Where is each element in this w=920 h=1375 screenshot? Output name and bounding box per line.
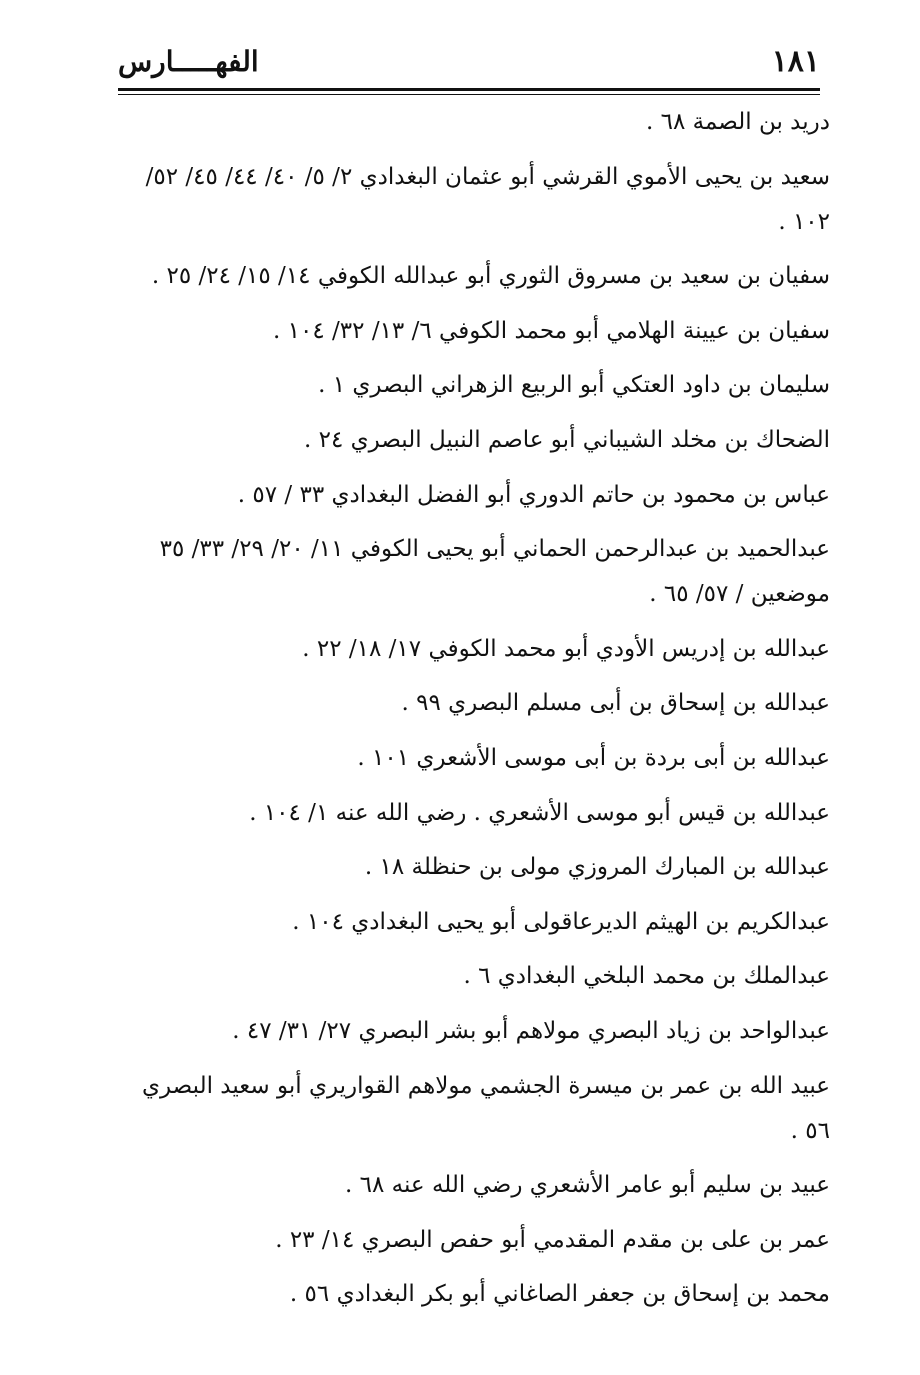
index-entries bbox=[118, 100, 830, 1327]
index-entry: سفيان بن عيينة الهلامي أبو محمد الكوفي ٦/ ١٣/ ٣٢/ ١٠٤ . bbox=[273, 317, 830, 344]
page-header bbox=[118, 40, 820, 86]
index-entry: عبيد الله بن عمر بن ميسرة الجشمي مولاهم القواريري أبو سعيد البصري ٥٦ . bbox=[141, 1072, 830, 1144]
index-entry: عمر بن على بن مقدم المقدمي أبو حفص البصري ١٤/ ٢٣ . bbox=[275, 1226, 830, 1253]
header-rule bbox=[118, 88, 820, 91]
index-entry: سليمان بن داود العتكي أبو الربيع الزهراني البصري ١ . bbox=[318, 372, 830, 399]
index-entry: الضحاك بن مخلد الشيباني أبو عاصم النبيل البصري ٢٤ . bbox=[304, 426, 830, 453]
index-entry: عبيد بن سليم أبو عامر الأشعري رضي الله عنه ٦٨ . bbox=[345, 1172, 830, 1199]
header-rule-thin bbox=[118, 94, 820, 95]
index-entry: عبدالله بن إسحاق بن أبى مسلم البصري ٩٩ . bbox=[401, 690, 830, 717]
index-entry: عبدالله بن أبى بردة بن أبى موسى الأشعري ١٠١ . bbox=[357, 744, 830, 771]
index-entry: سعيد بن يحيى الأموي القرشي أبو عثمان البغدادي ٢/ ٥/ ٤٠/ ٤٤/ ٤٥/ ٥٢/ ١٠٢ . bbox=[145, 163, 830, 235]
index-entry: عباس بن محمود بن حاتم الدوري أبو الفضل البغدادي ٣٣ / ٥٧ . bbox=[237, 481, 830, 508]
index-entry: عبدالواحد بن زياد البصري مولاهم أبو بشر البصري ٢٧/ ٣١/ ٤٧ . bbox=[232, 1017, 830, 1044]
index-entry: عبدالله بن المبارك المروزي مولى بن حنظلة ١٨ . bbox=[364, 854, 830, 881]
running-title: الفهـــــارس bbox=[118, 45, 259, 78]
index-entry: سفيان بن سعيد بن مسروق الثوري أبو عبدالله الكوفي ١٤/ ١٥/ ٢٤/ ٢٥ . bbox=[151, 263, 830, 290]
index-entry: عبدالملك بن محمد البلخي البغدادي ٦ . bbox=[463, 963, 830, 990]
index-entry: عبدالله بن إدريس الأودي أبو محمد الكوفي ١٧/ ١٨/ ٢٢ . bbox=[302, 635, 830, 662]
index-entry: عبدالحميد بن عبدالرحمن الحماني أبو يحيى الكوفي ١١/ ٢٠/ ٢٩/ ٣٣/ ٣٥ موضعين / ٥٧/ ٦٥ . bbox=[159, 536, 830, 608]
index-entry: محمد بن إسحاق بن جعفر الصاغاني أبو بكر البغدادي ٥٦ . bbox=[289, 1281, 830, 1308]
index-entry: عبدالكريم بن الهيثم الديرعاقولى أبو يحيى البغدادي ١٠٤ . bbox=[292, 908, 830, 935]
index-entry: عبدالله بن قيس أبو موسى الأشعري . رضي الله عنه ١/ ١٠٤ . bbox=[249, 799, 830, 826]
page-number: ١٨١ bbox=[771, 44, 820, 79]
index-entry: دريد بن الصمة ٦٨ . bbox=[646, 109, 830, 135]
